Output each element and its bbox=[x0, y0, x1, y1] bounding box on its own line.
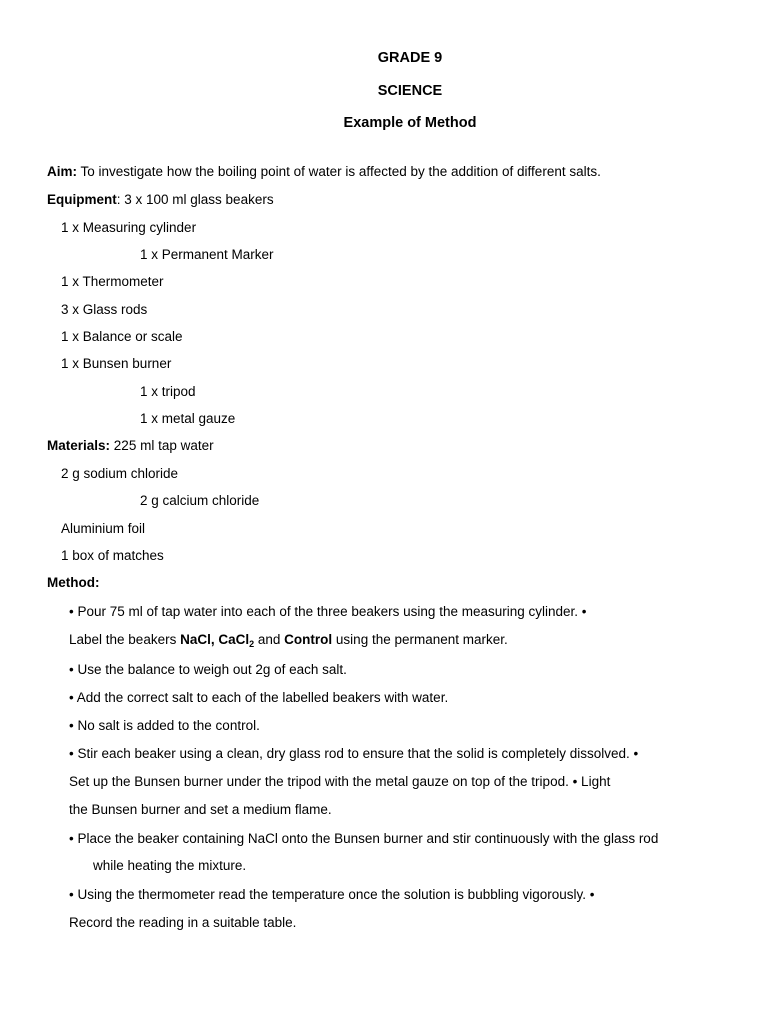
method-step: • Use the balance to weigh out 2g of each salt. bbox=[69, 662, 347, 677]
method-step: • Place the beaker containing NaCl onto the Bunsen burner and stir continuously with the glass rod bbox=[69, 831, 659, 846]
grade-title: GRADE 9 bbox=[377, 50, 443, 66]
method-step-text: using the permanent marker. bbox=[332, 632, 508, 647]
equipment-item: 1 x Balance or scale bbox=[61, 329, 183, 344]
materials-first-item: 225 ml tap water bbox=[113, 438, 214, 453]
aim-line bbox=[47, 163, 601, 181]
equipment-label: Equipment bbox=[47, 192, 117, 207]
salt-names bbox=[180, 632, 254, 647]
method-step: • Using the thermometer read the temperature once the solution is bubbling vigorously. • bbox=[69, 887, 595, 902]
method-step: the Bunsen burner and set a medium flame. bbox=[69, 802, 332, 817]
materials-item: Aluminium foil bbox=[61, 521, 146, 536]
materials-line bbox=[47, 437, 214, 455]
method-step-text: and bbox=[254, 632, 285, 647]
equipment-line bbox=[47, 191, 274, 209]
materials-item: 2 g sodium chloride bbox=[61, 466, 179, 481]
equipment-item: 1 x Bunsen burner bbox=[61, 356, 172, 371]
equipment-item: 1 x Thermometer bbox=[61, 274, 164, 289]
method-step-text: Label the beakers bbox=[69, 632, 181, 647]
materials-label: Materials: bbox=[47, 438, 111, 453]
method-step: • Pour 75 ml of tap water into each of the three beakers using the measuring cylinder. • bbox=[69, 604, 587, 619]
method-label-text: Method: bbox=[47, 575, 100, 590]
equipment-item: 1 x metal gauze bbox=[140, 411, 236, 426]
control-label: Control bbox=[284, 632, 333, 647]
equipment-item: 1 x Permanent Marker bbox=[140, 247, 274, 262]
equipment-item: 3 x Glass rods bbox=[61, 302, 148, 317]
method-step: • Stir each beaker using a clean, dry glass rod to ensure that the solid is completely dissolved. • bbox=[69, 746, 639, 761]
subject-title: SCIENCE bbox=[377, 83, 443, 99]
aim-text: To investigate how the boiling point of water is affected by the addition of different salts. bbox=[80, 164, 601, 179]
salt-names-text: NaCl, CaCl bbox=[180, 632, 250, 647]
aim-label: Aim: bbox=[47, 164, 77, 179]
subscript: 2 bbox=[249, 639, 255, 649]
method-step: while heating the mixture. bbox=[93, 858, 247, 873]
materials-item: 2 g calcium chloride bbox=[140, 493, 260, 508]
method-step: • No salt is added to the control. bbox=[69, 718, 260, 733]
method-label bbox=[47, 574, 99, 592]
equipment-first-item: : 3 x 100 ml glass beakers bbox=[116, 192, 274, 207]
equipment-item: 1 x Measuring cylinder bbox=[61, 220, 197, 235]
method-step: Set up the Bunsen burner under the tripod with the metal gauze on top of the tripod. • Light bbox=[69, 774, 611, 789]
equipment-item: 1 x tripod bbox=[140, 384, 196, 399]
method-step bbox=[69, 631, 508, 649]
method-step: • Add the correct salt to each of the labelled beakers with water. bbox=[69, 690, 449, 705]
method-step: Record the reading in a suitable table. bbox=[69, 915, 297, 930]
page-heading: Example of Method bbox=[343, 115, 477, 131]
materials-item: 1 box of matches bbox=[61, 548, 164, 563]
